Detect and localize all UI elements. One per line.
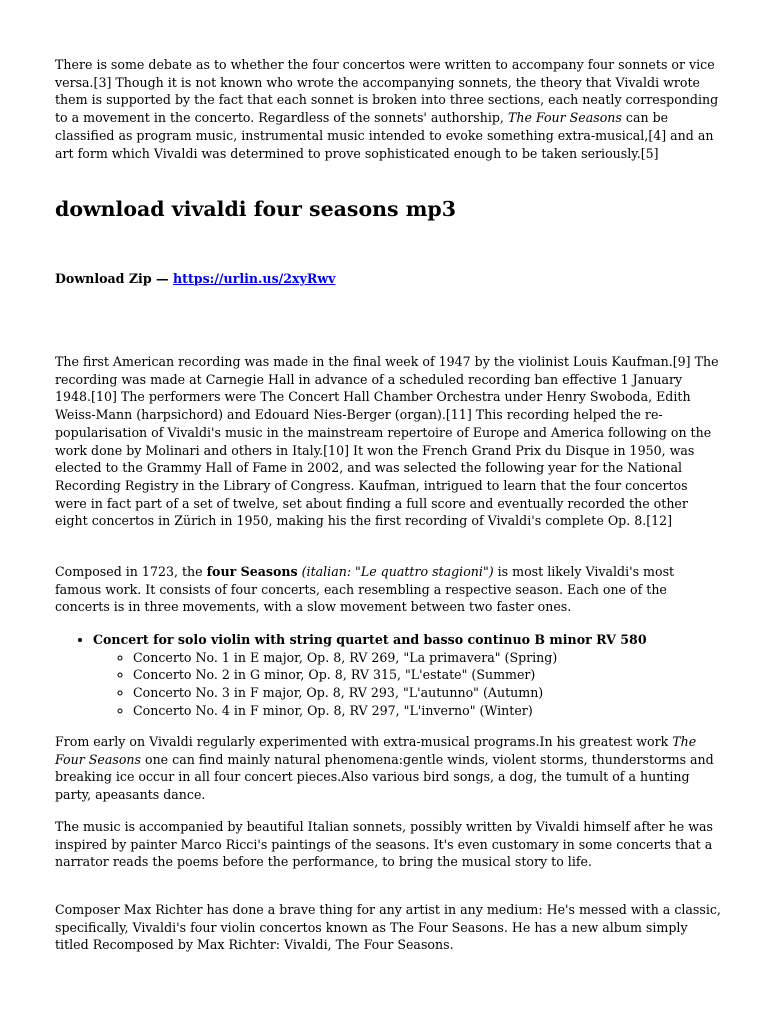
paragraph-max-richter: Composer Max Richter has done a brave thing for any artist in any medium: He's messed with a classic, specifically, Vivaldi's four violin concertos known as The Four Seasons. He has a new album simply titled Recomposed by Max Richter: Vivaldi, The Four Seasons. [55, 902, 721, 953]
italic-text: (italian: " [297, 564, 361, 579]
work-title-italic: The Four Seasons [507, 110, 622, 126]
page-heading: download vivaldi four seasons mp3 [55, 197, 457, 221]
list-item: ◦ Concerto No. 1 in E major, Op. 8, RV 269, "La primavera" (Spring) [133, 649, 733, 667]
paragraph-first-recording: The first American recording was made in the final week of 1947 by the violinist Louis Kaufman.[9] The recording was made at Carnegie Hall in advance of a scheduled recording ban effective 1 January 1948.[10] The performers were The Concert Hall Chamber Orchestra under Henry Swoboda, Edith Weiss-Mann (harpsichord) and Edouard Nies-Berger (organ).[11] This recording helped the re-popularisation of Vivaldi's music in the mainstream repertoire of Europe and America following on the work done by Molinari and others in Italy.[10] It won the French Grand Prix du Disque in 1950, was elected to the Grammy Hall of Fame in 2002, and was selected the following year for the National Recording Registry in the Library of Congress. Kaufman, intrigued to learn that the four concertos were in fact part of a set of twelve, set about finding a full score and eventually recorded the other eight concertos in Zürich in 1950, making his the first recording of Vivaldi's complete Op. 8.[12] [55, 354, 719, 529]
paragraph-composed [55, 563, 721, 616]
download-line [55, 270, 336, 288]
paragraph-sonnets-debate [55, 56, 721, 162]
download-link[interactable]: https://urlin.us/2xyRwv [173, 271, 336, 286]
concert-list-title: Concert for solo violin with string quartet and basso continuo B minor RV 580 [93, 632, 647, 647]
paragraph-text: can be classified as program music, instrumental music intended to evoke something extra-musical,[4] and an art form which Vivaldi was determined to prove sophisticated enough to be taken seriously.[5] [55, 110, 714, 161]
download-label: Download Zip — [55, 271, 173, 286]
paragraph-text: There is some debate as to whether the four concertos were written to accompany four sonnets or vice versa.[3] Though it is not known who wrote the accompanying sonnets, the theory that Vivaldi wrote them is supported by the fact that each sonnet is broken into three sections, each neatly corresponding to a movement in the concerto. Regardless of the sonnets' authorship, [55, 57, 719, 126]
paragraph-text: one can find mainly natural phenomena:gentle winds, violent storms, thunderstorms and breaking ice occur in all four concert pieces.Also various bird songs, a dog, the tumult of a hunting party, apeasants dance. [55, 751, 714, 803]
list-item: ◦ Concerto No. 4 in F minor, Op. 8, RV 297, "L'inverno" (Winter) [133, 702, 733, 720]
list-item: ◦ Concerto No. 3 in F major, Op. 8, RV 293, "L'autunno" (Autumn) [133, 684, 733, 702]
work-title-italic: The Four Seasons [55, 734, 697, 767]
italic-text: ") [482, 564, 494, 579]
concerto-sublist [93, 649, 733, 720]
paragraph-extra-musical [55, 733, 721, 804]
concert-list [55, 631, 733, 720]
bold-term: four Seasons [206, 564, 298, 579]
paragraph-sonnets: The music is accompanied by beautiful Italian sonnets, possibly written by Vivaldi himself after he was inspired by painter Marco Ricci's paintings of the seasons. It's even customary in some concerts that a narrator reads the poems before the performance, to bring the musical story to life. [55, 819, 713, 870]
paragraph-text: is most likely Vivaldi's most famous work. It consists of four concerts, each resembling a respective season. Each one of the concerts is in three movements, with a slow movement between two faster ones. [55, 564, 675, 615]
list-item [93, 631, 733, 720]
list-item: ◦ Concerto No. 2 in G minor, Op. 8, RV 315, "L'estate" (Summer) [133, 666, 733, 684]
paragraph-text: Composed in 1723, the [55, 564, 207, 579]
italian-title: Le quattro stagioni [360, 564, 483, 579]
paragraph-text: From early on Vivaldi regularly experimented with extra-musical programs.In his greatest work [55, 734, 673, 749]
